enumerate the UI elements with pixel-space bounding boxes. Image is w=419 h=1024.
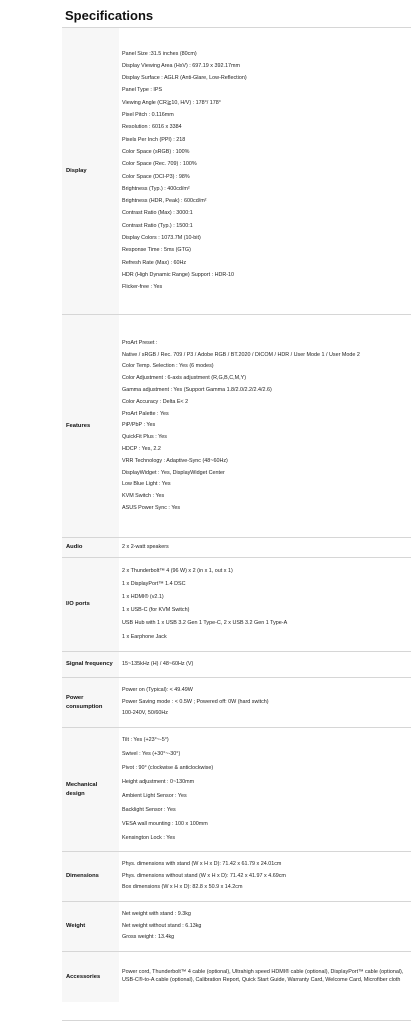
spec-value-item: Refresh Rate (Max) : 60Hz	[122, 259, 187, 266]
spec-category-label: Signal frequency	[62, 652, 119, 678]
spec-row	[62, 652, 411, 678]
spec-value-item: Viewing Angle (CR≧10, H/V) : 178°/ 178°	[122, 99, 221, 106]
spec-value-item: Display Colors : 1073.7M (10-bit)	[122, 234, 201, 241]
spec-value-item: Color Temp. Selection : Yes (6 modes)	[122, 363, 214, 370]
spec-value-item: Panel Size :31.5 inches (80cm)	[122, 50, 197, 57]
spec-value-item: Gross weight : 13.4kg	[122, 934, 175, 941]
spec-value-item: Tilt : Yes (+23°~-5°)	[122, 736, 169, 743]
spec-values	[119, 728, 411, 852]
spec-value-item: Brightness (Typ.) : 400cd/m²	[122, 185, 190, 192]
spec-value-item: PiP/PbP : Yes	[122, 422, 156, 429]
spec-value-item: Contrast Ratio (Max) : 3000:1	[122, 210, 193, 217]
spec-value-item: Brightness (HDR, Peak) : 600cd/m²	[122, 198, 207, 205]
spec-category-label: Mechanical design	[62, 728, 119, 852]
spec-value-item: Display Surface : AGLR (Anti-Glare, Low-Reflection)	[122, 75, 247, 82]
spec-values	[119, 28, 411, 315]
spec-value-item: DisplayWidget : Yes, DisplayWidget Center	[122, 469, 225, 476]
spec-value-item: ProArt Palette : Yes	[122, 410, 169, 417]
spec-value-item: Low Blue Light : Yes	[122, 481, 171, 488]
spec-category-label: Features	[62, 315, 119, 538]
spec-category-label: Accessories	[62, 952, 119, 1002]
page-title: Specifications	[65, 8, 154, 23]
spec-value-item: Power Saving mode : < 0.5W ; Powered off: 0W (hard switch)	[122, 698, 269, 705]
spec-value-item: Gamma adjustment : Yes (Support Gamma 1.8/2.0/2.2/2.4/2.6)	[122, 386, 272, 393]
spec-values	[119, 852, 411, 902]
spec-values	[119, 952, 411, 1002]
spec-value-item: QuickFit Plus : Yes	[122, 434, 167, 441]
spec-value-item: Pixels Per Inch (PPI) : 218	[122, 136, 186, 143]
spec-row	[62, 728, 411, 852]
spec-value-item: Color Accuracy : Delta E< 2	[122, 398, 189, 405]
spec-value-item: 2 x 2-watt speakers	[122, 543, 169, 550]
spec-value-item: 1 x DisplayPort™ 1.4 DSC	[122, 581, 186, 588]
spec-value-item: Ambient Light Sensor : Yes	[122, 792, 187, 799]
spec-value-item: 2 x Thunderbolt™ 4 (96 W) x 2 (in x 1, out x 1)	[122, 568, 233, 575]
spec-category-label: Weight	[62, 902, 119, 952]
spec-value-item: Resolution : 6016 x 3384	[122, 124, 182, 131]
spec-row	[62, 538, 411, 558]
spec-value-item: 1 x Earphone Jack	[122, 633, 167, 640]
spec-row	[62, 558, 411, 652]
spec-value-item: Backlight Sensor : Yes	[122, 806, 176, 813]
spec-row	[62, 902, 411, 952]
spec-value-item: Power cord, Thunderbolt™ 4 cable (optional), Ultrahigh speed HDMI® cable (optional), DisplayPort™ cable (optional), USB-C®-to-A cable (optional), Calibration Report, Quick Start Guide, Warranty Card, Welcome Card, Microfiber cloth	[122, 969, 404, 983]
spec-value-item: Color Space (Rec. 709) : 100%	[122, 161, 197, 168]
spec-category-label: Power consumption	[62, 678, 119, 728]
spec-value-item: ASUS Power Sync : Yes	[122, 504, 181, 511]
spec-value-item: Color Space (sRGB) : 100%	[122, 148, 190, 155]
spec-values	[119, 652, 411, 678]
spec-value-item: Response Time : 5ms (GTG)	[122, 247, 191, 254]
spec-value-item: USB Hub with 1 x USB 3.2 Gen 1 Type-C, 2 x USB 3.2 Gen 1 Type-A	[122, 620, 288, 627]
table-bottom-divider	[62, 1020, 411, 1021]
spec-value-item: 15~135kHz (H) / 48~60Hz (V)	[122, 660, 194, 667]
spec-value-item: Color Space (DCI-P3) : 98%	[122, 173, 190, 180]
spec-value-item: Color Adjustment : 6-axis adjustment (R,G,B,C,M,Y)	[122, 375, 247, 382]
spec-category-label: Display	[62, 28, 119, 315]
spec-row	[62, 315, 411, 538]
spec-category-label: Dimensions	[62, 852, 119, 902]
spec-value-item: Net weight without stand : 6.13kg	[122, 922, 202, 929]
spec-value-item: 100-240V, 50/60Hz	[122, 710, 168, 717]
spec-row	[62, 952, 411, 1002]
spec-value-item: ProArt Preset :	[122, 339, 158, 346]
spec-value-item: 1 x USB-C (for KVM Switch)	[122, 607, 190, 614]
spec-category-label: Audio	[62, 538, 119, 558]
spec-value-item: Phys. dimensions with stand (W x H x D): 71.42 x 61.79 x 24.01cm	[122, 861, 282, 868]
spec-value-item: Power on (Typical): < 49.49W	[122, 687, 193, 694]
spec-value-item: Kensington Lock : Yes	[122, 835, 176, 842]
spec-value-item: KVM Switch : Yes	[122, 493, 165, 500]
spec-value-item: 1 x HDMI® (v2.1)	[122, 594, 164, 601]
spec-row	[62, 28, 411, 315]
spec-value-item: Net weight with stand : 9.3kg	[122, 911, 191, 918]
spec-value-item: VESA wall mounting : 100 x 100mm	[122, 821, 208, 828]
spec-row	[62, 678, 411, 728]
spec-value-item: Pixel Pitch : 0.116mm	[122, 112, 174, 119]
spec-value-item: Box dimensions (W x H x D): 82.8 x 50.9 x 14.2cm	[122, 884, 243, 891]
spec-table	[62, 27, 411, 1002]
spec-value-item: Flicker-free : Yes	[122, 284, 163, 291]
spec-category-label: I/O ports	[62, 558, 119, 652]
spec-value-item: Height adjustment : 0~130mm	[122, 778, 195, 785]
spec-value-item: Native / sRGB / Rec. 709 / P3 / Adobe RGB / BT.2020 / DICOM / HDR / User Mode 1 / User Mode 2	[122, 351, 360, 358]
spec-value-item: Pivot : 90° (clockwise & anticlockwise)	[122, 764, 214, 771]
spec-value-item: Panel Type : IPS	[122, 87, 163, 94]
spec-row	[62, 852, 411, 902]
spec-value-item: HDR (High Dynamic Range) Support : HDR-10	[122, 271, 235, 278]
spec-value-item: Display Viewing Area (HxV) : 697.19 x 392.17mm	[122, 62, 240, 69]
spec-values	[119, 902, 411, 952]
spec-table-body	[62, 28, 411, 1002]
spec-value-item: HDCP : Yes, 2.2	[122, 445, 161, 452]
spec-values	[119, 315, 411, 538]
spec-value-item: VRR Technology : Adaptive-Sync (48~60Hz)	[122, 457, 228, 464]
spec-values	[119, 678, 411, 728]
spec-value-item: Phys. dimensions without stand (W x H x D): 71.42 x 41.97 x 4.69cm	[122, 872, 286, 879]
spec-values	[119, 538, 411, 558]
spec-value-item: Swivel : Yes (+30°~-30°)	[122, 750, 181, 757]
spec-values	[119, 558, 411, 652]
spec-value-item: Contrast Ratio (Typ.) : 1500:1	[122, 222, 193, 229]
